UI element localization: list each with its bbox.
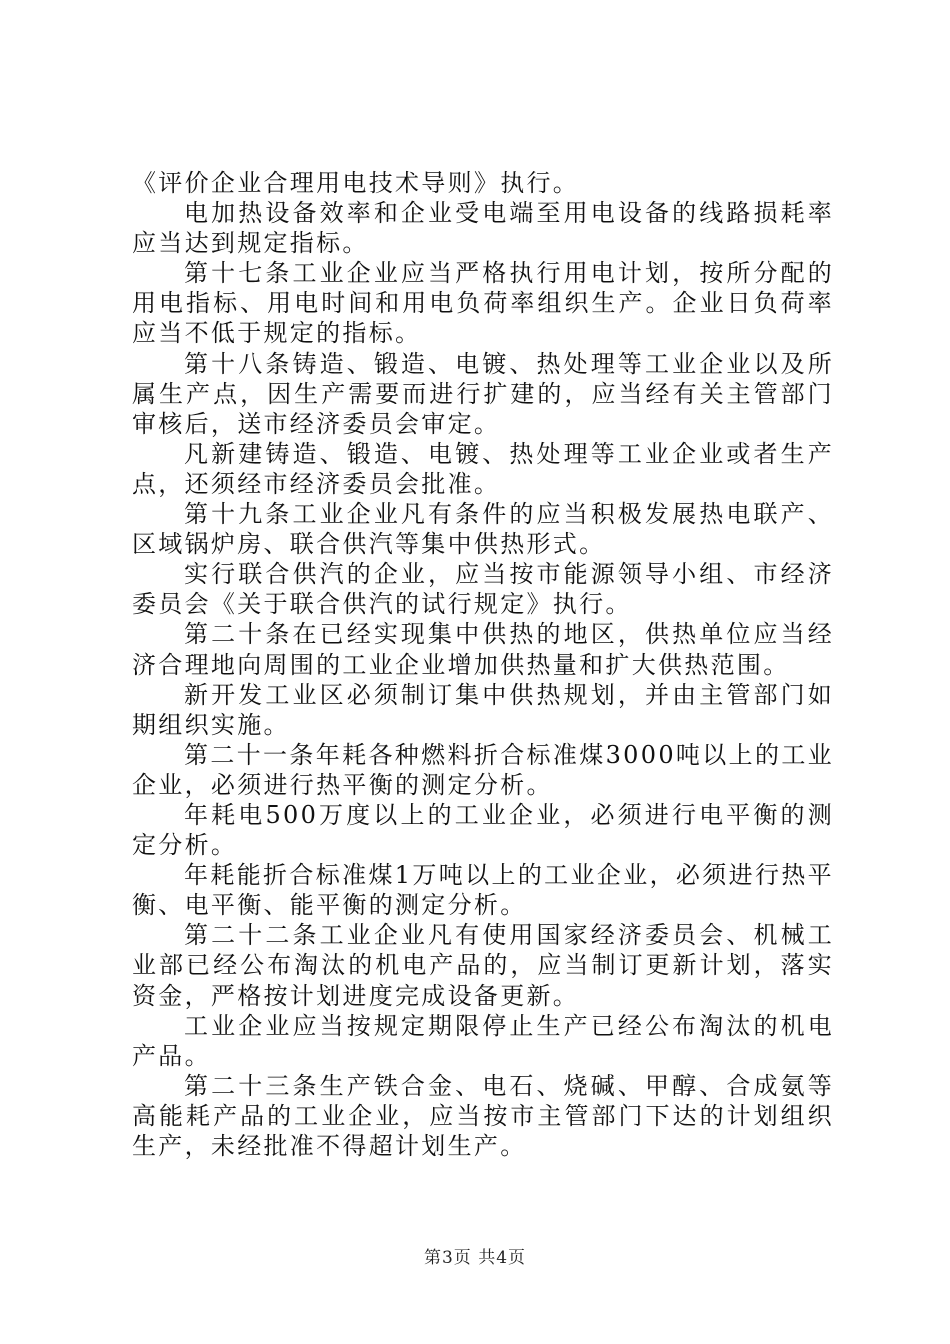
document-body — [132, 168, 834, 1161]
paragraph: 电加热设备效率和企业受电端至用电设备的线路损耗率应当达到规定指标。 — [132, 199, 834, 258]
paragraph: 新开发工业区必须制订集中供热规划，并由主管部门如期组织实施。 — [132, 680, 834, 739]
paragraph: 工业企业应当按规定期限停止生产已经公布淘汰的机电产品。 — [132, 1011, 834, 1070]
paragraph: 实行联合供汽的企业，应当按市能源领导小组、市经济委员会《关于联合供汽的试行规定》执行。 — [132, 560, 834, 619]
paragraph: 第十九条工业企业凡有条件的应当积极发展热电联产、区域锅炉房、联合供汽等集中供热形式。 — [132, 500, 834, 559]
paragraph: 《评价企业合理用电技术导则》执行。 — [132, 169, 580, 197]
paragraph: 第十八条铸造、锻造、电镀、热处理等工业企业以及所属生产点，因生产需要而进行扩建的，应当经有关主管部门审核后，送市经济委员会审定。 — [132, 349, 834, 438]
paragraph: 年耗电500万度以上的工业企业，必须进行电平衡的测定分析。 — [132, 800, 834, 860]
paragraph: 第二十条在已经实现集中供热的地区，供热单位应当经济合理地向周围的工业企业增加供热量和扩大供热范围。 — [132, 620, 834, 679]
paragraph: 凡新建铸造、锻造、电镀、热处理等工业企业或者生产点，还须经市经济委员会批准。 — [132, 439, 834, 498]
paragraph: 第二十二条工业企业凡有使用国家经济委员会、机械工业部已经公布淘汰的机电产品的，应当制订更新计划，落实资金，严格按计划进度完成设备更新。 — [132, 921, 834, 1010]
page-number-footer: 第3页 共4页 — [423, 1248, 527, 1268]
paragraph: 第二十一条年耗各种燃料折合标准煤3000吨以上的工业企业，必须进行热平衡的测定分析。 — [132, 740, 834, 799]
paragraph: 第二十三条生产铁合金、电石、烧碱、甲醇、合成氨等高能耗产品的工业企业，应当按市主管部门下达的计划组织生产，未经批准不得超计划生产。 — [132, 1071, 834, 1160]
paragraph: 第十七条工业企业应当严格执行用电计划，按所分配的用电指标、用电时间和用电负荷率组织生产。企业日负荷率应当不低于规定的指标。 — [132, 259, 834, 348]
paragraph: 年耗能折合标准煤1万吨以上的工业企业，必须进行热平衡、电平衡、能平衡的测定分析。 — [132, 861, 834, 920]
